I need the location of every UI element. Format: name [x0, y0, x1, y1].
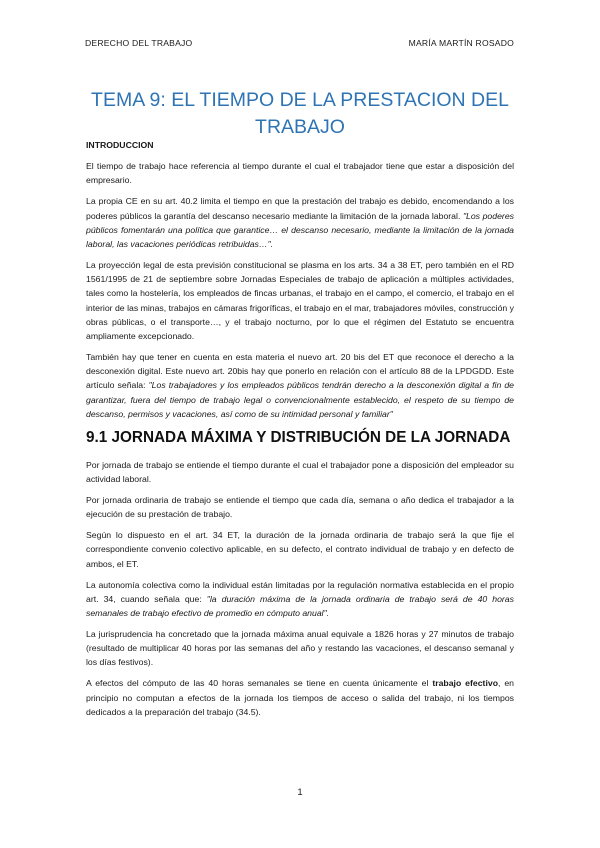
page-header	[85, 38, 514, 52]
header-course-name: DERECHO DEL TRABAJO	[85, 38, 193, 48]
section-paragraph-4	[86, 578, 514, 621]
section-paragraph-4-text: La autonomía colectiva como la individual están limitadas por la regulación normativa establecida en el propio art. 34, cuando señala que:	[86, 579, 514, 604]
section-heading: 9.1 JORNADA MÁXIMA Y DISTRIBUCIÓN DE LA JORNADA	[86, 428, 511, 446]
intro-paragraph-4	[86, 350, 514, 421]
section-paragraph-3: Según lo dispuesto en el art. 34 ET, la duración de la jornada ordinaria de trabajo será la que fije el correspondiente convenio colectivo aplicable, en su defecto, el contrato individual de trabajo y en defecto de ambos, el ET.	[86, 530, 514, 569]
header-author-name: MARÍA MARTÍN ROSADO	[408, 38, 514, 48]
section-paragraph-6	[86, 676, 514, 719]
intro-heading: INTRODUCCION	[86, 140, 154, 150]
section-paragraph-2: Por jornada ordinaria de trabajo se entiende el tiempo que cada día, semana o año dedica el trabajador a la ejecución de su prestación de trabajo.	[86, 495, 514, 520]
section-paragraph-6-after: , en principio no computan a efectos de la jornada los tiempos de acceso o salida del trabajo, ni los tiempos dedicados a la preparación del trabajo (34.5).	[86, 678, 514, 717]
title-line-1: TEMA 9: EL TIEMPO DE LA PRESTACION DEL	[91, 89, 509, 112]
section-paragraph-6-bold: trabajo efectivo	[432, 678, 499, 689]
section-paragraph-6-before: A efectos del cómputo de las 40 horas semanales se tiene en cuenta únicamente el	[86, 678, 433, 689]
title-line-2: TRABAJO	[255, 116, 345, 139]
intro-paragraph-4-quote: "Los trabajadores y los empleados públicos tendrán derecho a la desconexión digital a fin de garantizar, fuera del tiempo de trabajo legal o convencionalmente establecido, el respeto de su tiempo de descanso, permisos y vacaciones, así como de su intimidad personal y familiar"	[86, 380, 514, 419]
section-paragraph-4-quote: "la duración máxima de la jornada ordinaria de trabajo será de 40 horas semanales de trabajo efectivo de promedio en cómputo anual".	[86, 593, 514, 619]
intro-paragraph-1: El tiempo de trabajo hace referencia al tiempo durante el cual el trabajador tiene que estar a disposición del empresario.	[86, 161, 514, 186]
page-number: 1	[297, 787, 303, 798]
intro-paragraph-2-text: La propia CE en su art. 40.2 limita el tiempo en que la prestación del trabajo es debido, encomendando a los poderes públicos la garantía del descanso necesario mediante la limitación de la jornada laboral.	[86, 196, 514, 221]
document-title	[70, 87, 530, 141]
intro-paragraph-3: La proyección legal de esta previsión constitucional se plasma en los arts. 34 a 38 ET, pero también en el RD 1561/1995 de 21 de septiembre sobre Jornadas Especiales de trabajo de aplicación a múltiples actividades, tales como la hostelería, los empleados de fincas urbanas, el trabajo en el campo, el comercio, el trabajo en el interior de las minas, trabajos en cámaras frigoríficas, el trabajo en el mar, trabajadores móviles, construcción y obras públicas, o el transporte…, y el trabajo nocturno, por lo que el régimen del Estatuto se encuentra ampliamente excepcionado.	[86, 260, 514, 342]
intro-paragraph-2-quote: "Los poderes públicos fomentarán una política que garantice… el descanso necesario, mediante la limitación de la jornada laboral, las vacaciones periódicas retribuidas…".	[86, 210, 514, 250]
section-paragraph-5: La jurisprudencia ha concretado que la jornada máxima anual equivale a 1826 horas y 27 minutos de trabajo (resultado de multiplicar 40 horas por las semanas del año y restando las vacaciones, el descanso semanal y los días festivos).	[86, 629, 514, 668]
section-paragraph-1: Por jornada de trabajo se entiende el tiempo durante el cual el trabajador pone a disposición del empleador su actividad laboral.	[86, 459, 514, 485]
document-body	[86, 138, 514, 726]
intro-paragraph-2	[86, 194, 514, 251]
intro-paragraph-4-text: También hay que tener en cuenta en esta materia el nuevo art. 20 bis del ET que reconoce el derecho a la desconexión digital. Este nuevo art. 20bis hay que ponerlo en relación con el artículo 88 de la LPDGDD. Este artículo señala:	[86, 352, 514, 391]
